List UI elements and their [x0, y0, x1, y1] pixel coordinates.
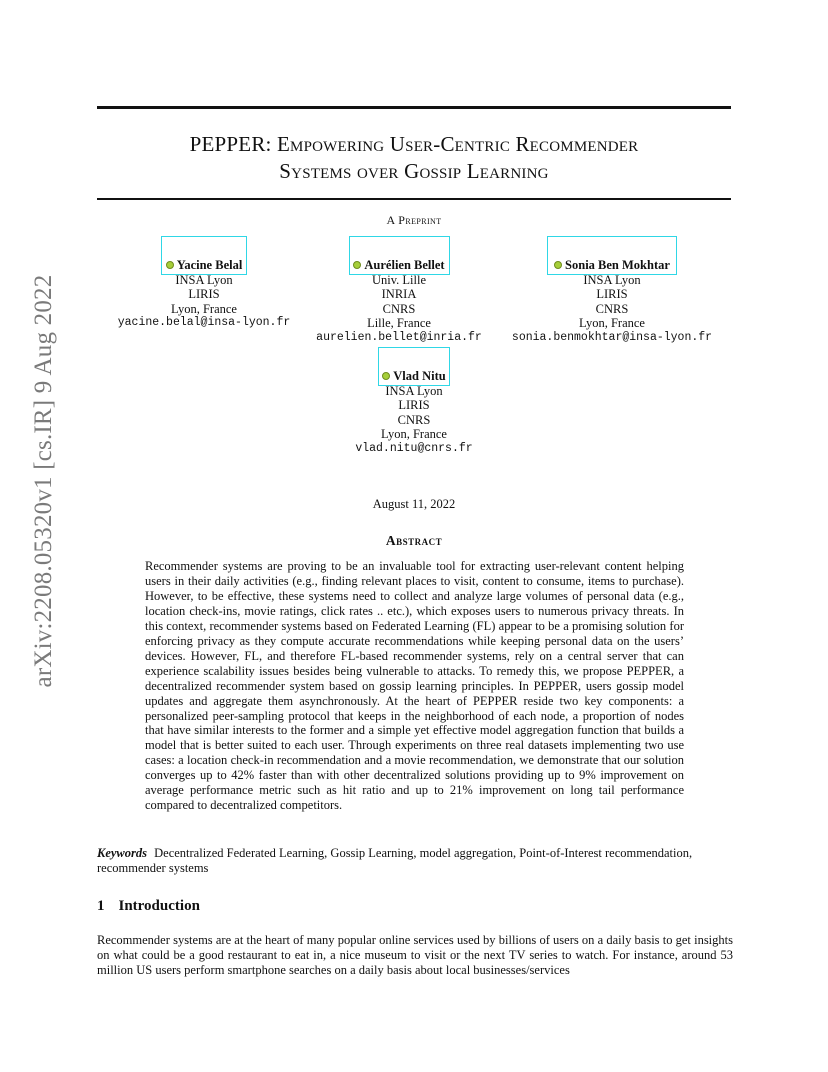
abstract-heading: Abstract — [385, 533, 443, 548]
abstract-text: Recommender systems are proving to be an invaluable tool for extracting user-relevant content helping users in their daily activities (e.g., finding relevant places to visit, content to consume, items to purchase). However, to be effective, these systems need to collect and analyze large volumes of personal data (e.g., location check-ins, movie ratings, click rates .. etc.), which exposes users to numerous privacy threats. In this context, recommender systems based on Federated Learning (FL) appear to be a promising solution for enforcing privacy as they compute accurate recommendations while keeping personal data on the users’ devices. However, FL, and therefore FL-based recommender systems, rely on a central server that can experience scalability issues besides being vulnerable to attacks. To remedy this, we propose PEPPER, a decentralized recommender system based on gossip learning principles. In PEPPER, users gossip model updates and aggregate them asynchronously. At the heart of PEPPER reside two key components: a personalized peer-sampling protocol that keeps in the neighborhood of each node, a proportion of nodes that have similar interests to the former and a simple yet effective model aggregation function that builds a model that is better suited to each user. Through experiments on three real datasets implementing two use cases: a location check-in recommendation and a movie recommendation, we demonstrate that our solution converges up to 42% faster than with other decentralized solutions providing up to 9% improvement on average performance metric such as hit ratio and up to 21% improvement on long tail performance compared to decentralized competitors. — [145, 559, 684, 813]
paper-title — [97, 131, 731, 185]
author-email[interactable]: aurelien.bellet@inria.fr — [316, 330, 482, 344]
section-heading — [97, 898, 200, 915]
author-location: Lille, France — [367, 316, 431, 331]
top-rule — [97, 106, 731, 109]
author-affiliation: CNRS — [397, 412, 431, 427]
author-affiliation: LIRIS — [188, 287, 220, 302]
title-bottom-rule — [97, 198, 731, 200]
author-name[interactable]: Vlad Nitu — [393, 369, 446, 383]
author-location: Lyon, France — [381, 427, 447, 442]
title-line-1: PEPPER: Empowering User-Centric Recommender — [189, 132, 639, 156]
author-name[interactable]: Yacine Belal — [176, 258, 243, 272]
author-location: Lyon, France — [579, 316, 645, 331]
keywords-label: Keywords — [97, 846, 147, 860]
section-title: Introduction — [118, 898, 200, 914]
author-affiliation: INSA Lyon — [583, 272, 641, 287]
author-affiliation: INSA Lyon — [385, 383, 443, 398]
author-affiliation: CNRS — [595, 301, 629, 316]
author-email[interactable]: vlad.nitu@cnrs.fr — [355, 441, 473, 455]
publication-date: August 11, 2022 — [372, 497, 456, 511]
author-affiliation: CNRS — [382, 301, 416, 316]
author-name[interactable]: Sonia Ben Mokhtar — [565, 258, 670, 272]
keywords-text: Decentralized Federated Learning, Gossip Learning, model aggregation, Point-of-Interest recommendation, recommender systems — [97, 846, 693, 875]
author-email[interactable]: sonia.benmokhtar@insa-lyon.fr — [511, 330, 713, 344]
section-number: 1 — [97, 898, 105, 914]
author-block-1 — [104, 258, 304, 331]
author-email[interactable]: yacine.belal@insa-lyon.fr — [117, 316, 291, 330]
author-affiliation: LIRIS — [398, 398, 430, 413]
intro-paragraph: Recommender systems are at the heart of many popular online services used by billions of users on a daily basis to get insights on what could be a good restaurant to eat in, a nice museum to visit or the next TV series to watch. For instance, around 53 million US users perform smartphone searches on a daily basis about local businesses/services — [97, 933, 733, 977]
author-affiliation: Univ. Lille — [371, 272, 427, 287]
author-block-2 — [299, 258, 499, 346]
author-name[interactable]: Aurélien Bellet — [364, 258, 445, 272]
preprint-label: A Preprint — [386, 213, 442, 227]
author-location: Lyon, France — [171, 301, 237, 316]
author-affiliation: LIRIS — [596, 287, 628, 302]
keywords — [97, 846, 733, 876]
arxiv-watermark: arXiv:2208.05320v1 [cs.IR] 9 Aug 2022 — [30, 274, 57, 688]
author-block-3 — [501, 258, 723, 346]
author-affiliation: INRIA — [381, 287, 417, 302]
title-line-2: Systems over Gossip Learning — [279, 159, 549, 183]
author-affiliation: INSA Lyon — [175, 272, 233, 287]
author-block-4 — [314, 369, 514, 457]
